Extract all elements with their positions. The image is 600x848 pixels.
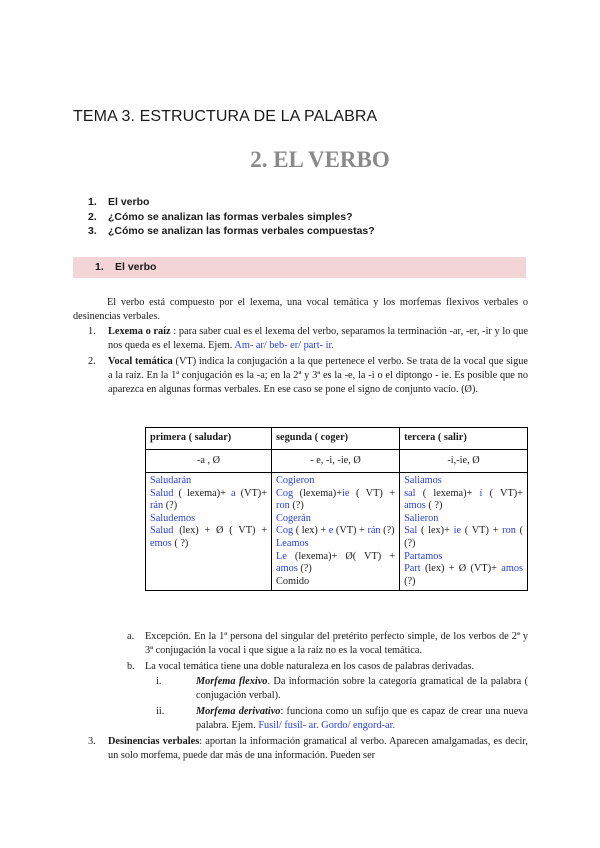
lexema: Salud (150, 487, 174, 499)
conjugation-table (145, 427, 528, 591)
toc-item (88, 224, 375, 239)
verb-form: Cogieron (276, 475, 315, 486)
table-header-row (146, 428, 528, 450)
definition: . Da información sobre la categoría gramatical de la palabra ( conjugación verbal). (196, 676, 528, 701)
analysis-text: (?) (404, 575, 416, 587)
endings-cell: -a , Ø (146, 450, 272, 473)
examples-cell-segunda (272, 473, 400, 591)
analysis-text: (?) (380, 525, 395, 537)
desinencia: amos (404, 500, 426, 512)
analysis-text: (VT) + (333, 525, 368, 537)
lexema: Sal (404, 525, 418, 537)
verb-analysis (404, 563, 523, 588)
example: Am- ar/ beb- er/ part- ir. (234, 339, 334, 351)
list-text (108, 735, 528, 763)
analysis-text: (?) (297, 563, 312, 575)
vocal: ie (342, 487, 350, 499)
list-number: 2. (88, 356, 96, 367)
sub-number: a. (127, 631, 135, 642)
vocal: e (328, 525, 334, 537)
analysis-text: ( ?) (425, 500, 443, 512)
term: Morfema flexivo (196, 676, 268, 687)
sub-text: Excepción. En la 1ª persona del singular del pretérito perfecto simple, de los verbos de 2ª y 3ª conjugación la vocal i que sigue a la raíz no es la vocal temática. (145, 631, 528, 656)
list-text (108, 325, 528, 353)
document-subtitle: 2. EL VERBO (250, 147, 390, 172)
endings-cell: -i,-ie, Ø (400, 450, 528, 473)
toc-label: El verbo (108, 196, 150, 208)
analysis-text: ( lex) + (293, 525, 329, 537)
vocal: ie (453, 525, 462, 537)
section-heading (73, 257, 526, 278)
example: Fusil/ fusil- ar. Gordo/ engord-ar. (258, 719, 396, 731)
subsub-text (196, 705, 528, 733)
document-title: TEMA 3. ESTRUCTURA DE LA PALABRA (73, 108, 378, 125)
analysis-text: (?) (163, 500, 178, 512)
desinencia: rán (150, 500, 164, 512)
toc-label: ¿Cómo se analizan las formas verbales compuestas? (108, 225, 375, 237)
analysis-text: (VT)+ (235, 487, 268, 499)
header-cell: tercera ( salir) (400, 428, 528, 450)
analysis-text: (?) (289, 500, 304, 512)
definition: (VT) indica la conjugación a la que pertenece el verbo. Se trata de la vocal que sigue a la raíz. En la 1ª conjugación es la -a; en la 2ª y 3ª es la -e, la -i o el diptongo - ie. Es posible que no aparezca en algunas formas verbales. En ese caso se pone el signo de conjunto vacío. (Ø). (108, 356, 529, 395)
verb-analysis (276, 488, 395, 513)
subsub-number: ii. (156, 706, 165, 717)
verb-form: Partamos (404, 550, 443, 562)
verb-form: Saludemos (150, 512, 196, 524)
section-number: 1. (95, 261, 104, 273)
analysis-text: ( VT) + (349, 487, 396, 499)
analysis-text: ( (?) (404, 525, 523, 549)
desinencia: rán (367, 525, 381, 537)
toc-number: 3. (88, 225, 97, 237)
desinencia: amos (501, 563, 523, 575)
analysis-text: (lex) + Ø ( VT) + (173, 525, 268, 537)
subsub-text (196, 675, 528, 703)
desinencia: amos (276, 563, 298, 575)
vocal: a (231, 487, 236, 499)
table-row-examples (146, 473, 528, 591)
analysis-text: ( lex)+ (417, 525, 454, 537)
verb-analysis (404, 525, 523, 550)
list-text (108, 355, 528, 396)
list-number: 3. (88, 736, 96, 747)
toc-number: 1. (88, 196, 97, 208)
desinencia: ron (276, 500, 290, 512)
desinencia: ron (502, 525, 516, 537)
sub-text: La vocal temática tiene una doble naturaleza en los casos de palabras derivadas. (145, 661, 475, 672)
list-number: 1. (88, 326, 96, 337)
analysis-text: ( VT)+ (482, 487, 523, 499)
toc-item (88, 195, 375, 210)
examples-cell-tercera (400, 473, 528, 591)
toc-item (88, 210, 375, 225)
sub-number: b. (127, 661, 135, 672)
term: Morfema derivativo (196, 706, 281, 717)
term: Lexema o raíz (108, 326, 171, 337)
verb-form: Salieron (404, 512, 439, 524)
verb-form: Saliamos (404, 475, 442, 486)
analysis-text: (lexema)+ (293, 487, 343, 499)
analysis-text: (lexema)+ Ø( VT) + (286, 550, 396, 562)
analysis-text: ( VT) + (461, 525, 503, 537)
vocal: í (479, 487, 483, 499)
desinencia: emos (150, 537, 172, 549)
lexema: Part (404, 563, 421, 575)
verb-analysis (276, 551, 395, 576)
term: Vocal temática (108, 356, 173, 367)
verb-analysis (404, 488, 523, 513)
analysis-text: ( ?) (171, 537, 189, 549)
lexema: Cog (276, 525, 294, 537)
toc-number: 2. (88, 210, 97, 223)
section-label: El verbo (115, 261, 157, 273)
header-cell: segunda ( coger) (272, 428, 400, 450)
definition: : funciona como un sufijo que es capaz de crear una nueva palabra. Ejem. (196, 706, 528, 731)
lexema: Cog (276, 487, 294, 499)
table-of-contents (88, 195, 375, 239)
table-row-endings (146, 450, 528, 473)
verb-form: Cogerán (276, 512, 311, 524)
verb-form: Leamos (276, 537, 309, 549)
verb-form: Saludarán (150, 475, 192, 486)
examples-cell-primera (146, 473, 272, 591)
definition: : aportan la información gramatical al verbo. Aparecen amalgamadas, es decir, un solo morfema, puede dar más de una información. Pueden ser (108, 736, 528, 761)
definition: : para saber cual es el lexema del verbo, separamos la terminación -ar, -er, -ir y lo que nos queda es el lexema. Ejem. (108, 326, 528, 351)
intro-paragraph: El verbo está compuesto por el lexema, una vocal temática y los morfemas flexivos verbales o desinencias verbales. (73, 297, 528, 322)
verb-form: Comido (276, 575, 310, 587)
subsub-number: i. (156, 676, 162, 687)
term: Desinencias verbales (108, 736, 200, 747)
verb-analysis (150, 525, 267, 550)
analysis-text: ( lexema)+ (415, 487, 480, 499)
analysis-text: ( lexema)+ (173, 487, 231, 499)
lexema: Le (276, 550, 287, 562)
lexema: Salud (150, 525, 174, 537)
toc-label: ¿Cómo se analizan las formas verbales simples? (108, 210, 353, 223)
header-cell: primera ( saludar) (146, 428, 272, 450)
endings-cell: - e, -i, -ie, Ø (272, 450, 400, 473)
analysis-text: (lex) + Ø (VT)+ (420, 563, 502, 575)
verb-analysis (276, 525, 395, 538)
lexema: sal (404, 487, 416, 499)
verb-analysis (150, 488, 267, 513)
